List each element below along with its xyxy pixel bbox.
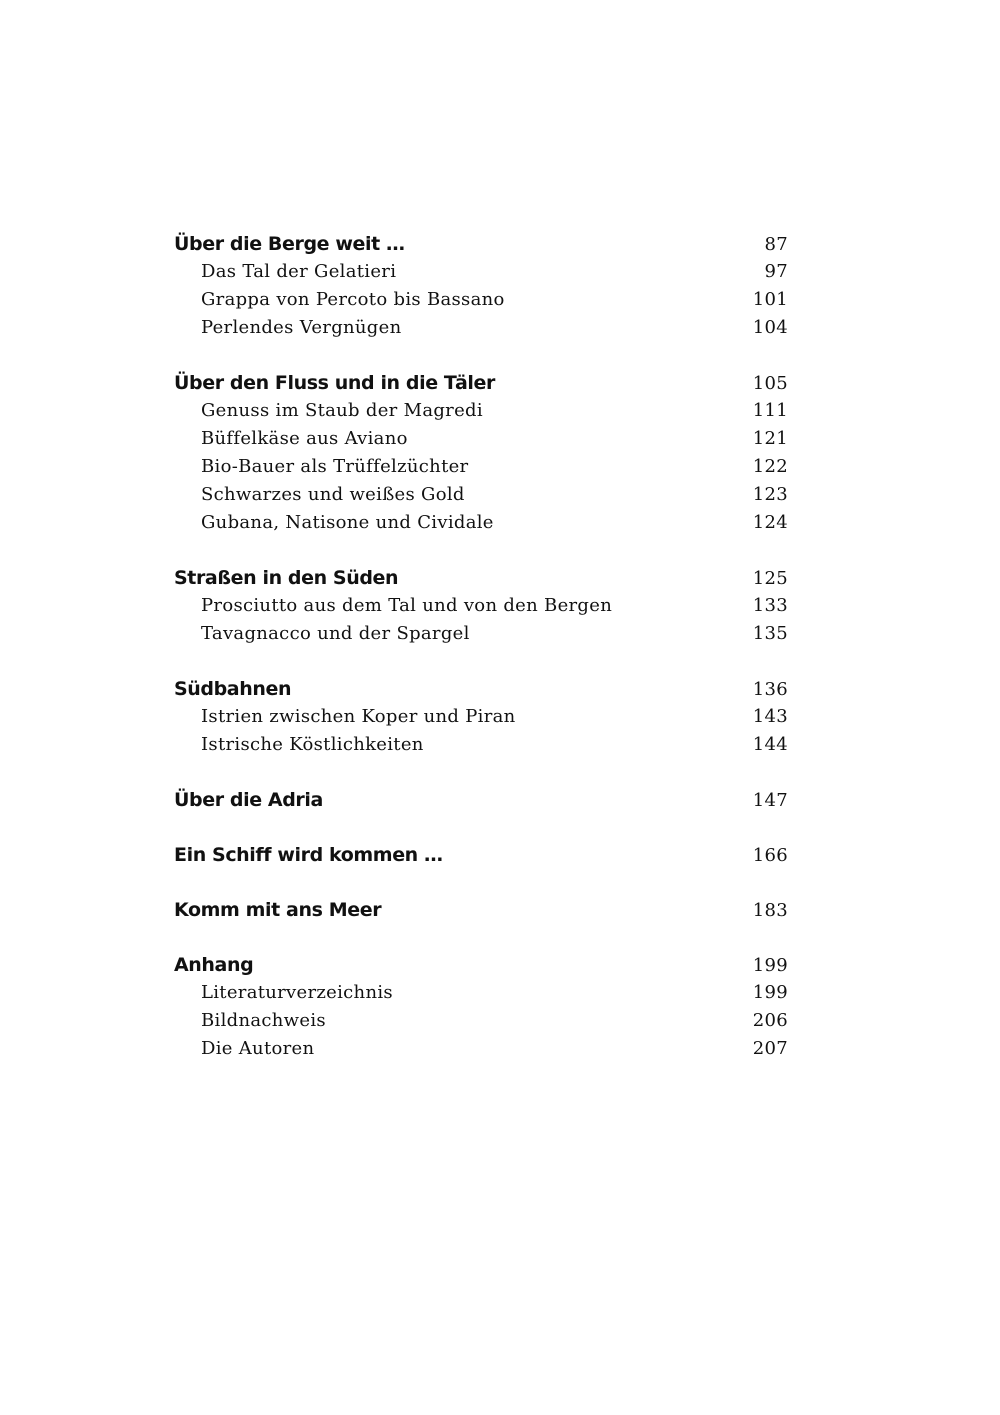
toc-chapter bbox=[174, 841, 788, 869]
entry-page-number: 135 bbox=[752, 623, 788, 644]
chapter-heading bbox=[174, 230, 788, 258]
chapter-page-number: 87 bbox=[764, 234, 788, 255]
entry-title: Prosciutto aus dem Tal und von den Bergen bbox=[201, 595, 613, 616]
entry-title: Genuss im Staub der Magredi bbox=[201, 400, 483, 421]
toc-entry bbox=[174, 286, 788, 314]
entry-page-number: 101 bbox=[752, 289, 788, 310]
chapter-title: Ein Schiff wird kommen … bbox=[174, 844, 443, 866]
entry-title: Schwarzes und weißes Gold bbox=[201, 484, 465, 505]
entry-page-number: 111 bbox=[752, 400, 788, 421]
chapter-title: Über die Adria bbox=[174, 789, 323, 811]
chapter-page-number: 199 bbox=[752, 955, 788, 976]
entry-page-number: 199 bbox=[752, 982, 788, 1003]
chapter-heading bbox=[174, 896, 788, 924]
table-of-contents bbox=[174, 230, 788, 1090]
entry-page-number: 133 bbox=[752, 595, 788, 616]
entry-title: Perlendes Vergnügen bbox=[201, 317, 402, 338]
entry-title: Grappa von Percoto bis Bassano bbox=[201, 289, 505, 310]
toc-entry bbox=[174, 1007, 788, 1035]
toc-entry bbox=[174, 703, 788, 731]
entry-title: Bildnachweis bbox=[201, 1010, 326, 1031]
toc-chapter bbox=[174, 786, 788, 814]
entry-page-number: 124 bbox=[752, 512, 788, 533]
toc-entry bbox=[174, 620, 788, 648]
entry-title: Gubana, Natisone und Cividale bbox=[201, 512, 494, 533]
toc-entry bbox=[174, 481, 788, 509]
entry-title: Bio-Bauer als Trüffelzüchter bbox=[201, 456, 469, 477]
entry-title: Tavagnacco und der Spargel bbox=[201, 623, 470, 644]
chapter-page-number: 105 bbox=[752, 373, 788, 394]
entry-page-number: 206 bbox=[752, 1010, 788, 1031]
chapter-heading bbox=[174, 369, 788, 397]
toc-entry bbox=[174, 425, 788, 453]
chapter-heading bbox=[174, 564, 788, 592]
chapter-title: Anhang bbox=[174, 954, 254, 976]
chapter-heading bbox=[174, 841, 788, 869]
toc-entry bbox=[174, 509, 788, 537]
entry-title: Die Autoren bbox=[201, 1038, 315, 1059]
entry-title: Büffelkäse aus Aviano bbox=[201, 428, 408, 449]
toc-entry bbox=[174, 592, 788, 620]
toc-chapter bbox=[174, 564, 788, 648]
entry-page-number: 97 bbox=[764, 261, 788, 282]
toc-entry bbox=[174, 731, 788, 759]
toc-entry bbox=[174, 979, 788, 1007]
entry-title: Das Tal der Gelatieri bbox=[201, 261, 397, 282]
toc-chapter bbox=[174, 369, 788, 537]
entry-page-number: 207 bbox=[752, 1038, 788, 1059]
toc-chapter bbox=[174, 896, 788, 924]
toc-chapter bbox=[174, 675, 788, 759]
entry-page-number: 121 bbox=[752, 428, 788, 449]
toc-entry bbox=[174, 397, 788, 425]
chapter-title: Über den Fluss und in die Täler bbox=[174, 372, 495, 394]
toc-entry bbox=[174, 453, 788, 481]
chapter-title: Straßen in den Süden bbox=[174, 567, 399, 589]
toc-entry bbox=[174, 258, 788, 286]
toc-chapter bbox=[174, 230, 788, 342]
entry-title: Istrische Köstlichkeiten bbox=[201, 734, 424, 755]
entry-page-number: 143 bbox=[752, 706, 788, 727]
toc-entry bbox=[174, 314, 788, 342]
toc-entry bbox=[174, 1035, 788, 1063]
chapter-title: Über die Berge weit … bbox=[174, 233, 405, 255]
chapter-page-number: 183 bbox=[752, 900, 788, 921]
entry-page-number: 144 bbox=[752, 734, 788, 755]
entry-title: Istrien zwischen Koper und Piran bbox=[201, 706, 516, 727]
chapter-heading bbox=[174, 675, 788, 703]
chapter-title: Südbahnen bbox=[174, 678, 292, 700]
chapter-heading bbox=[174, 786, 788, 814]
chapter-page-number: 125 bbox=[752, 568, 788, 589]
entry-page-number: 104 bbox=[752, 317, 788, 338]
entry-page-number: 122 bbox=[752, 456, 788, 477]
chapter-title: Komm mit ans Meer bbox=[174, 899, 382, 921]
chapter-heading bbox=[174, 951, 788, 979]
chapter-page-number: 147 bbox=[752, 790, 788, 811]
chapter-page-number: 166 bbox=[752, 845, 788, 866]
entry-page-number: 123 bbox=[752, 484, 788, 505]
chapter-page-number: 136 bbox=[752, 679, 788, 700]
toc-chapter bbox=[174, 951, 788, 1063]
entry-title: Literaturverzeichnis bbox=[201, 982, 393, 1003]
